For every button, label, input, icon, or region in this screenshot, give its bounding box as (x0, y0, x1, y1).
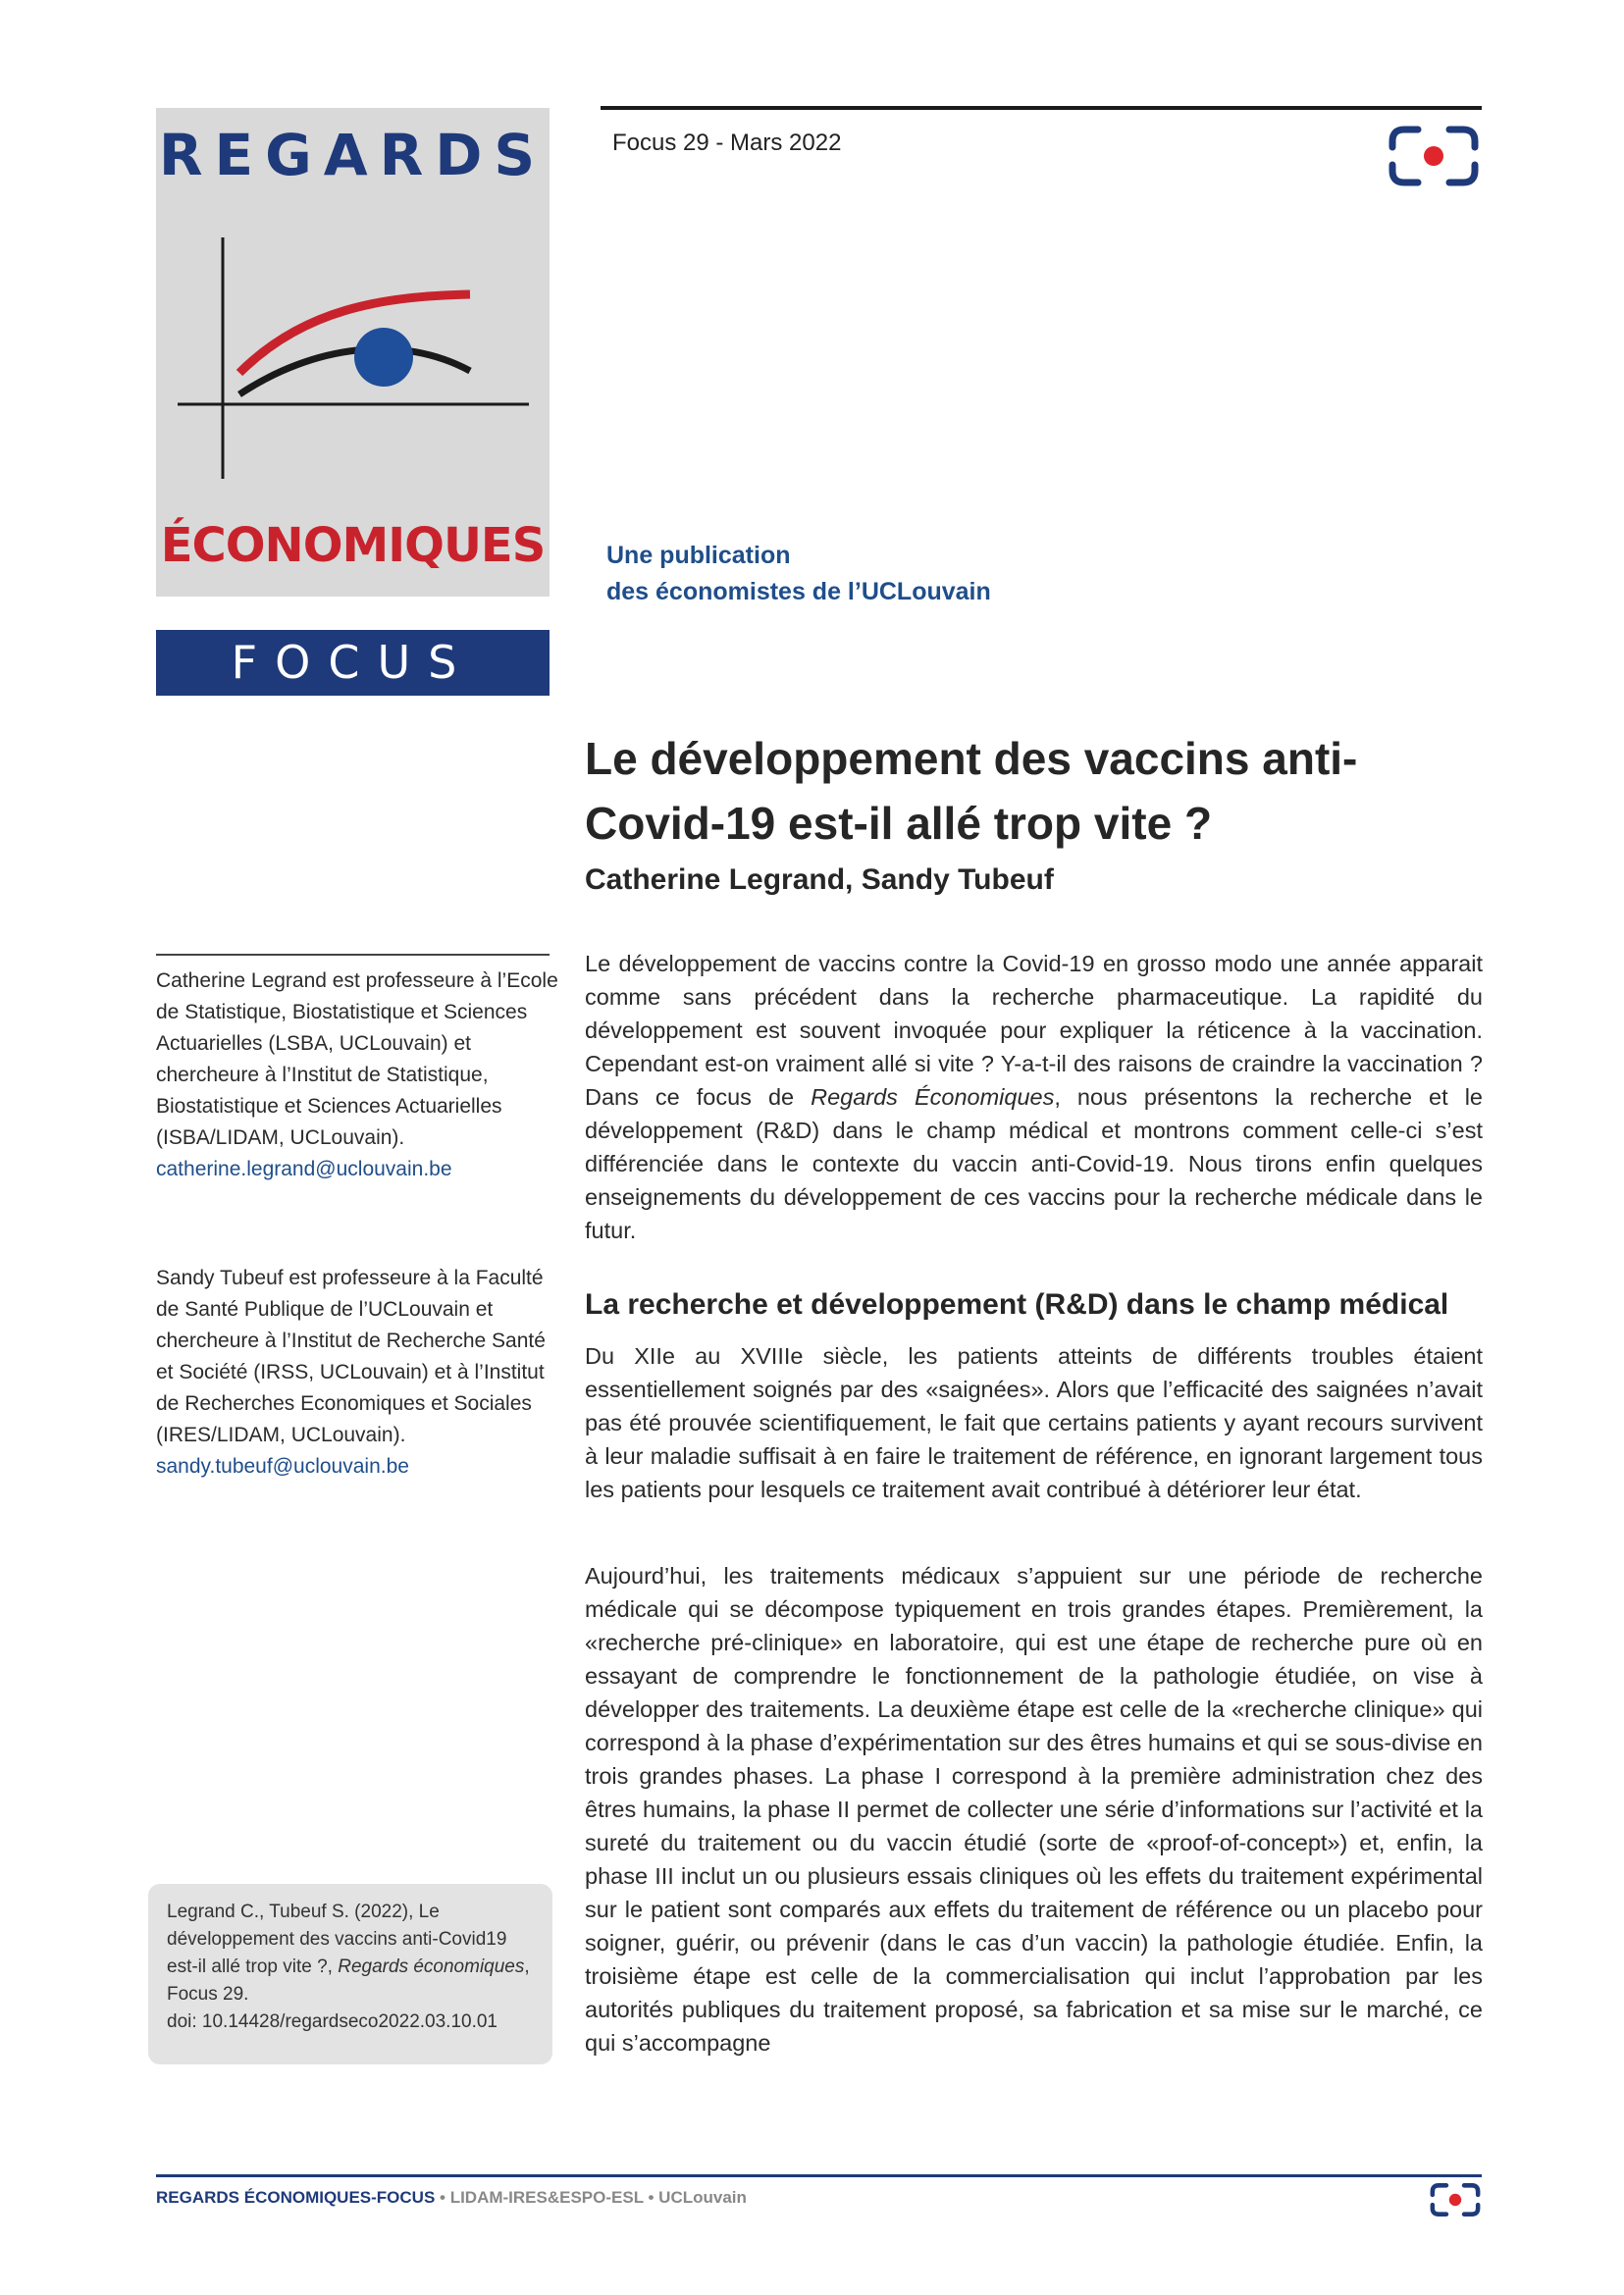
publisher-line-1: Une publication (606, 542, 791, 569)
article-title (585, 726, 1488, 856)
logo-series: FOCUS (231, 636, 475, 689)
intro-text: Le développement de vaccins contre la Covid-19 en grosso modo une année apparait comme sans précédent dans la recherche pharmaceutique. La rapidité du développement est souvent invoquée pour expliquer la réticence à la vaccination. Cependant est-on vraiment allé si vite ? Y-a-t-il des raisons de craindre la vaccination ? Dans ce focus de (585, 951, 1483, 1110)
bio-text: Catherine Legrand est professeure à l’Ecole de Statistique, Biostatistique et Sciences Actuarielles (LSBA, UCLouvain) et chercheure à l’Institut de Statistique, Biostatistique et Sciences Actuarielles (ISBA/LIDAM, UCLouvain). (156, 969, 558, 1149)
citation-part: Legrand C., Tubeuf S. (2022), Le développement des vaccins anti-Covid19 est-il allé trop vite ?, (167, 1902, 507, 1977)
citation-text (167, 1899, 540, 2036)
email-link[interactable]: sandy.tubeuf@uclouvain.be (156, 1455, 409, 1478)
brand-eye-icon (1388, 126, 1479, 186)
footer-credit (156, 2188, 747, 2208)
intro-text: , nous présentons la recherche et le développement (R&D) dans le champ médical et montrons comment celle-ci s’est différenciée dans le contexte du vaccin anti-Covid-19. Nous tirons enfin quelques enseignements du développement de ces vaccins pour la recherche médicale dans le futur. (585, 1084, 1483, 1243)
intro-journal: Regards Économiques (811, 1084, 1055, 1110)
logo-eye-graph-icon (156, 216, 550, 510)
body-paragraph: Du XIIe au XVIIIe siècle, les patients atteints de différents troubles étaient essentiellement soignés par des «saignées». Alors que l’efficacité des saignées n’avait pas été prouvée scientifiquement, le fait que certains patients y ayant recours survivent à leur maladie suffisait à en faire le traitement de référence, en ignorant largement tous les patients pour lesquels ce traitement avait contribué à détériorer leur état. (585, 1343, 1483, 1502)
footer-brand: REGARDS ÉCONOMIQUES-FOCUS (156, 2188, 436, 2207)
publisher-credit (606, 538, 991, 610)
footer-rule (156, 2174, 1482, 2177)
publisher-line-2: des économistes de l’UCLouvain (606, 578, 991, 605)
publication-logo (156, 108, 550, 696)
footer-eye-icon (1430, 2182, 1481, 2217)
logo-subtitle: ÉCONOMIQUES (160, 518, 546, 573)
body-paragraph: Aujourd’hui, les traitements médicaux s’appuient sur une période de recherche médicale qui se décompose typiquement en trois grandes étapes. Premièrement, la «recherche pré-clinique» en laboratoire, qui est une étape de recherche pure où en essayant de comprendre le fonctionnement de la pathologie étudiée, on vise à développer des traitements. La deuxième étape est celle de la «recherche clinique» qui correspond à la phase d’expérimentation sur des êtres humains et qui se sous-divise en trois grandes phases. La phase I correspond à la première administration chez des êtres humains, la phase II permet de collecter une série d’informations sur l’activité et la sureté du traitement ou du vaccin étudié (sorte de «proof-of-concept») et, enfin, la phase III inclut un ou plusieurs essais cliniques où les effets du traitement expérimental sur le patient sont comparés aux effets du traitement de référence ou un placebo pour soigner, guérir, ou prévenir (dans le cas d’un vaccin) la pathologie étudiée. Enfin, la troisième étape est celle de la commercialisation qui inclut l’approbation par les autorités publiques du traitement proposé, sa fabrication et sa mise sur le marché, ce qui s’accompagne (585, 1563, 1483, 2056)
citation-doi: doi: 10.14428/regardseco2022.03.10.01 (167, 2011, 498, 2032)
citation-part: , Focus 29. (167, 1956, 530, 2005)
bio-text: Sandy Tubeuf est professeure à la Faculté de Santé Publique de l’UCLouvain et chercheure à l’Institut de Recherche Santé et Société (IRSS, UCLouvain) et à l’Institut de Recherches Economiques et Sociales (IRES/LIDAM, UCLouvain). (156, 1267, 546, 1446)
header-rule (601, 106, 1482, 110)
logo-title: REGARDS (158, 122, 548, 188)
citation-journal: Regards économiques (338, 1956, 525, 1977)
sidebar-rule (156, 954, 550, 956)
title-line-2: Covid-19 est-il allé trop vite ? (585, 798, 1213, 849)
author-bio-tubeuf (156, 1263, 558, 1483)
article-authors: Catherine Legrand, Sandy Tubeuf (585, 863, 1054, 896)
intro-paragraph (585, 947, 1483, 1247)
author-bio-legrand (156, 965, 558, 1185)
footer-partners: • LIDAM-IRES&ESPO-ESL • UCLouvain (435, 2188, 747, 2207)
email-link[interactable]: catherine.legrand@uclouvain.be (156, 1158, 452, 1180)
title-line-1: Le développement des vaccins anti- (585, 733, 1358, 784)
section-heading: La recherche et développement (R&D) dans le champ médical (585, 1288, 1449, 1321)
issue-label: Focus 29 - Mars 2022 (612, 130, 842, 156)
